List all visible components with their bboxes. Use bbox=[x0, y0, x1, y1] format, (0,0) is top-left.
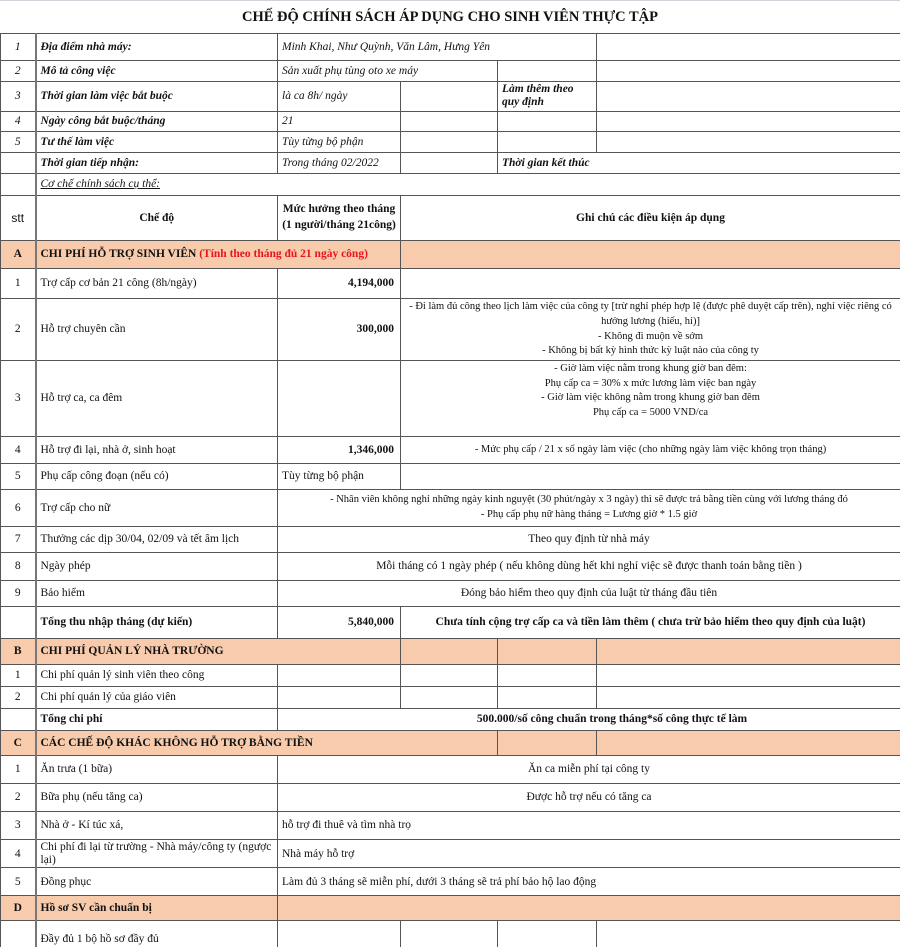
info-value[interactable]: 21 bbox=[278, 112, 401, 132]
empty-cell[interactable] bbox=[278, 665, 401, 687]
row-notes[interactable]: hỗ trợ đi thuê và tìm nhà trọ bbox=[278, 812, 900, 840]
row-no: 8 bbox=[1, 553, 36, 581]
info-label: Mô tả công việc bbox=[36, 61, 278, 82]
row-no: 9 bbox=[1, 581, 36, 607]
row-notes[interactable]: Đóng bảo hiểm theo quy định của luật từ tháng đầu tiên bbox=[278, 581, 900, 607]
empty-cell bbox=[278, 896, 900, 921]
row-name: Đồng phục bbox=[36, 868, 278, 896]
total-note: Chưa tính cộng trợ cấp ca và tiền làm thêm ( chưa trừ bảo hiểm theo quy định của luật) bbox=[401, 607, 900, 639]
row-notes[interactable]: - Mức phụ cấp / 21 x số ngày làm việc (cho những ngày làm việc không trọn tháng) bbox=[401, 437, 900, 464]
row-name: Nhà ở - Kí túc xá, bbox=[36, 812, 278, 840]
empty-cell[interactable] bbox=[401, 665, 498, 687]
empty-cell[interactable] bbox=[278, 687, 401, 709]
table-row bbox=[1, 299, 900, 361]
row-name: Ăn trưa (1 bữa) bbox=[36, 756, 278, 784]
table-row bbox=[1, 784, 900, 812]
section-title: CHI PHÍ QUẢN LÝ NHÀ TRƯỜNG bbox=[36, 639, 401, 665]
table-row bbox=[1, 581, 900, 607]
row-no: 2 bbox=[1, 687, 36, 709]
row-no: 7 bbox=[1, 527, 36, 553]
note-line: - Giờ làm việc nằm trong khung giờ ban đêm: bbox=[554, 363, 747, 374]
total-note: 500.000/số công chuẩn trong tháng*số công thực tế làm bbox=[278, 709, 900, 731]
empty-cell[interactable] bbox=[498, 112, 597, 132]
row-name: Thưởng các dịp 30/04, 02/09 và tết âm lịch bbox=[36, 527, 278, 553]
info-row bbox=[1, 153, 900, 174]
empty-cell bbox=[401, 241, 900, 269]
info-row bbox=[1, 82, 900, 112]
empty-cell[interactable] bbox=[498, 132, 597, 153]
row-name: Trợ cấp cơ bản 21 công (8h/ngày) bbox=[36, 269, 278, 299]
row-name: Chi phí đi lại từ trường - Nhà máy/công ty (ngược lại) bbox=[36, 840, 278, 868]
empty-cell bbox=[597, 639, 900, 665]
section-code: B bbox=[1, 639, 36, 665]
row-notes[interactable] bbox=[401, 361, 900, 437]
row-name: Trợ cấp cho nữ bbox=[36, 490, 278, 527]
info-value[interactable]: Sản xuất phụ tùng oto xe máy bbox=[278, 61, 498, 82]
note-line: - Không đi muộn về sớm bbox=[598, 330, 704, 342]
empty-cell[interactable] bbox=[278, 921, 401, 947]
row-notes[interactable] bbox=[401, 464, 900, 490]
section-code: C bbox=[1, 731, 36, 756]
note-line: - Nhân viên không nghỉ những ngày kinh nguyệt (30 phút/ngày x 3 ngày) thì sẽ được trả bằng tiền cùng với lương tháng đó bbox=[330, 494, 848, 506]
empty-cell[interactable] bbox=[498, 921, 597, 947]
row-amount[interactable]: Tùy từng bộ phận bbox=[278, 464, 401, 490]
header-stt: stt bbox=[1, 196, 36, 241]
note-line: - Không bị bất kỳ hình thức kỳ luật nào của công ty bbox=[542, 345, 759, 357]
section-title: CÁC CHẾ ĐỘ KHÁC KHÔNG HỖ TRỢ BẰNG TIỀN bbox=[36, 731, 498, 756]
empty-cell bbox=[1, 607, 36, 639]
header-notes: Ghi chú các điều kiện áp dụng bbox=[401, 196, 900, 241]
info-no bbox=[1, 153, 36, 174]
section-d-header bbox=[1, 896, 900, 921]
row-no: 1 bbox=[1, 269, 36, 299]
row-name: Chi phí quản lý của giáo viên bbox=[36, 687, 278, 709]
row-no: 3 bbox=[1, 812, 36, 840]
header-amount bbox=[278, 196, 401, 241]
info-no: 2 bbox=[1, 61, 36, 82]
table-row bbox=[1, 687, 900, 709]
info-row bbox=[1, 34, 900, 61]
info-value[interactable]: là ca 8h/ ngày bbox=[278, 82, 401, 112]
page-title: CHẾ ĐỘ CHÍNH SÁCH ÁP DỤNG CHO SINH VIÊN THỰC TẬP bbox=[0, 0, 900, 33]
info-value[interactable]: Trong tháng 02/2022 bbox=[278, 153, 401, 174]
table-row bbox=[1, 553, 900, 581]
row-notes[interactable] bbox=[278, 490, 900, 527]
total-amount[interactable]: 5,840,000 bbox=[278, 607, 401, 639]
empty-cell[interactable] bbox=[597, 687, 900, 709]
section-title-text: CHI PHÍ HỖ TRỢ SINH VIÊN bbox=[40, 248, 197, 261]
row-no: 5 bbox=[1, 464, 36, 490]
empty-cell bbox=[498, 731, 597, 756]
policy-heading-row bbox=[1, 174, 900, 196]
empty-cell[interactable] bbox=[597, 82, 900, 112]
table-row bbox=[1, 921, 900, 947]
info-row bbox=[1, 61, 900, 82]
empty-cell[interactable] bbox=[498, 665, 597, 687]
row-no: 5 bbox=[1, 868, 36, 896]
section-code: A bbox=[1, 241, 36, 269]
table-row bbox=[1, 756, 900, 784]
note-line: - Đi làm đủ công theo lịch làm việc của công ty [trừ nghỉ phép hợp lệ (được phê duyệt cấp trên), nghỉ việc riêng có hưởng lương (hiếu, hỉ)] bbox=[409, 301, 892, 327]
empty-cell[interactable] bbox=[597, 112, 900, 132]
row-notes[interactable]: Ăn ca miễn phí tại công ty bbox=[278, 756, 900, 784]
empty-cell bbox=[1, 174, 36, 196]
row-no: 1 bbox=[1, 665, 36, 687]
info-no: 1 bbox=[1, 34, 36, 61]
header-amount-line1: Mức hưởng theo tháng bbox=[282, 203, 396, 216]
row-no bbox=[1, 921, 36, 947]
row-no: 3 bbox=[1, 361, 36, 437]
info-label: Thời gian tiếp nhận: bbox=[36, 153, 278, 174]
row-notes[interactable]: Nhà máy hỗ trợ bbox=[278, 840, 900, 868]
section-a-header bbox=[1, 241, 900, 269]
policy-table bbox=[0, 33, 900, 947]
info-label: Tư thế làm việc bbox=[36, 132, 278, 153]
row-notes[interactable]: Được hỗ trợ nếu có tăng ca bbox=[278, 784, 900, 812]
row-name: Bữa phụ (nếu tăng ca) bbox=[36, 784, 278, 812]
info-extra-label: Thời gian kết thúc bbox=[498, 153, 900, 174]
table-row bbox=[1, 665, 900, 687]
row-notes[interactable] bbox=[401, 299, 900, 361]
empty-cell[interactable] bbox=[401, 687, 498, 709]
empty-cell[interactable] bbox=[498, 61, 597, 82]
row-name: Hỗ trợ ca, ca đêm bbox=[36, 361, 278, 437]
empty-cell[interactable] bbox=[401, 112, 498, 132]
policy-heading: Cơ chế chính sách cụ thể: bbox=[36, 174, 900, 196]
table-row bbox=[1, 437, 900, 464]
total-row bbox=[1, 709, 900, 731]
row-notes[interactable]: Mỗi tháng có 1 ngày phép ( nếu không dùng hết khi nghỉ việc sẽ được thanh toán bằng tiền ) bbox=[278, 553, 900, 581]
empty-cell[interactable] bbox=[401, 82, 498, 112]
section-title: Hồ sơ SV cần chuẩn bị bbox=[36, 896, 278, 921]
empty-cell bbox=[597, 731, 900, 756]
row-name: Ngày phép bbox=[36, 553, 278, 581]
section-c-header bbox=[1, 731, 900, 756]
empty-cell[interactable] bbox=[597, 921, 900, 947]
total-label: Tổng thu nhập tháng (dự kiến) bbox=[36, 607, 278, 639]
row-amount[interactable]: 1,346,000 bbox=[278, 437, 401, 464]
note-line: Phụ cấp ca = 5000 VND/ca bbox=[592, 407, 709, 419]
row-amount[interactable]: 4,194,000 bbox=[278, 269, 401, 299]
section-title-note: (Tính theo tháng đủ 21 ngày công) bbox=[199, 248, 368, 261]
row-no: 4 bbox=[1, 840, 36, 868]
empty-cell[interactable] bbox=[597, 34, 900, 61]
section-b-header bbox=[1, 639, 900, 665]
table-row bbox=[1, 868, 900, 896]
row-name: Chi phí quản lý sinh viên theo công bbox=[36, 665, 278, 687]
empty-cell[interactable] bbox=[597, 665, 900, 687]
empty-cell bbox=[1, 709, 36, 731]
row-no: 6 bbox=[1, 490, 36, 527]
table-row bbox=[1, 361, 900, 437]
row-name: Phụ cấp công đoạn (nếu có) bbox=[36, 464, 278, 490]
empty-cell[interactable] bbox=[498, 687, 597, 709]
table-row bbox=[1, 490, 900, 527]
note-line: Phụ cấp ca = 30% x mức lương làm việc ban ngày bbox=[544, 377, 757, 389]
table-row bbox=[1, 269, 900, 299]
info-extra-label: Làm thêm theo quy định bbox=[498, 82, 597, 112]
info-label: Ngày công bắt buộc/tháng bbox=[36, 112, 278, 132]
empty-cell[interactable] bbox=[401, 132, 498, 153]
note-line: - Giờ làm việc không nằm trong khung giờ ban đêm bbox=[541, 392, 760, 404]
empty-cell[interactable] bbox=[597, 132, 900, 153]
table-row bbox=[1, 464, 900, 490]
info-row bbox=[1, 112, 900, 132]
total-label: Tổng chi phí bbox=[36, 709, 278, 731]
empty-cell bbox=[498, 639, 597, 665]
row-notes[interactable]: Làm đủ 3 tháng sẽ miễn phí, dưới 3 tháng sẽ trả phí bảo hộ lao động bbox=[278, 868, 900, 896]
info-label: Địa điểm nhà máy: bbox=[36, 34, 278, 61]
empty-cell[interactable] bbox=[401, 921, 498, 947]
row-no: 1 bbox=[1, 756, 36, 784]
header-regime: Chế độ bbox=[36, 196, 278, 241]
table-row bbox=[1, 812, 900, 840]
row-no: 2 bbox=[1, 784, 36, 812]
header-amount-line2: (1 người/tháng 21công) bbox=[282, 219, 396, 231]
row-name: Hỗ trợ chuyên cần bbox=[36, 299, 278, 361]
empty-cell[interactable] bbox=[401, 153, 498, 174]
row-name: Hỗ trợ đi lại, nhà ở, sinh hoạt bbox=[36, 437, 278, 464]
row-no: 4 bbox=[1, 437, 36, 464]
row-notes[interactable]: Theo quy định từ nhà máy bbox=[278, 527, 900, 553]
section-title bbox=[36, 241, 401, 269]
row-notes[interactable] bbox=[401, 269, 900, 299]
table-row bbox=[1, 840, 900, 868]
info-no: 5 bbox=[1, 132, 36, 153]
row-amount[interactable] bbox=[278, 361, 401, 437]
info-no: 3 bbox=[1, 82, 36, 112]
empty-cell[interactable] bbox=[597, 61, 900, 82]
section-code: D bbox=[1, 896, 36, 921]
info-no: 4 bbox=[1, 112, 36, 132]
table-row bbox=[1, 527, 900, 553]
row-no: 2 bbox=[1, 299, 36, 361]
column-header-row bbox=[1, 196, 900, 241]
info-row bbox=[1, 132, 900, 153]
row-name: Đầy đủ 1 bộ hồ sơ đầy đủ bbox=[36, 921, 278, 947]
note-line: - Phụ cấp phụ nữ hàng tháng = Lương giờ * 1.5 giờ bbox=[480, 509, 698, 520]
info-label: Thời gian làm việc bắt buộc bbox=[36, 82, 278, 112]
row-amount[interactable]: 300,000 bbox=[278, 299, 401, 361]
info-value[interactable]: Minh Khai, Như Quỳnh, Văn Lâm, Hưng Yên bbox=[278, 34, 597, 61]
total-row bbox=[1, 607, 900, 639]
row-name: Bảo hiểm bbox=[36, 581, 278, 607]
empty-cell bbox=[401, 639, 498, 665]
info-value[interactable]: Tùy từng bộ phận bbox=[278, 132, 401, 153]
